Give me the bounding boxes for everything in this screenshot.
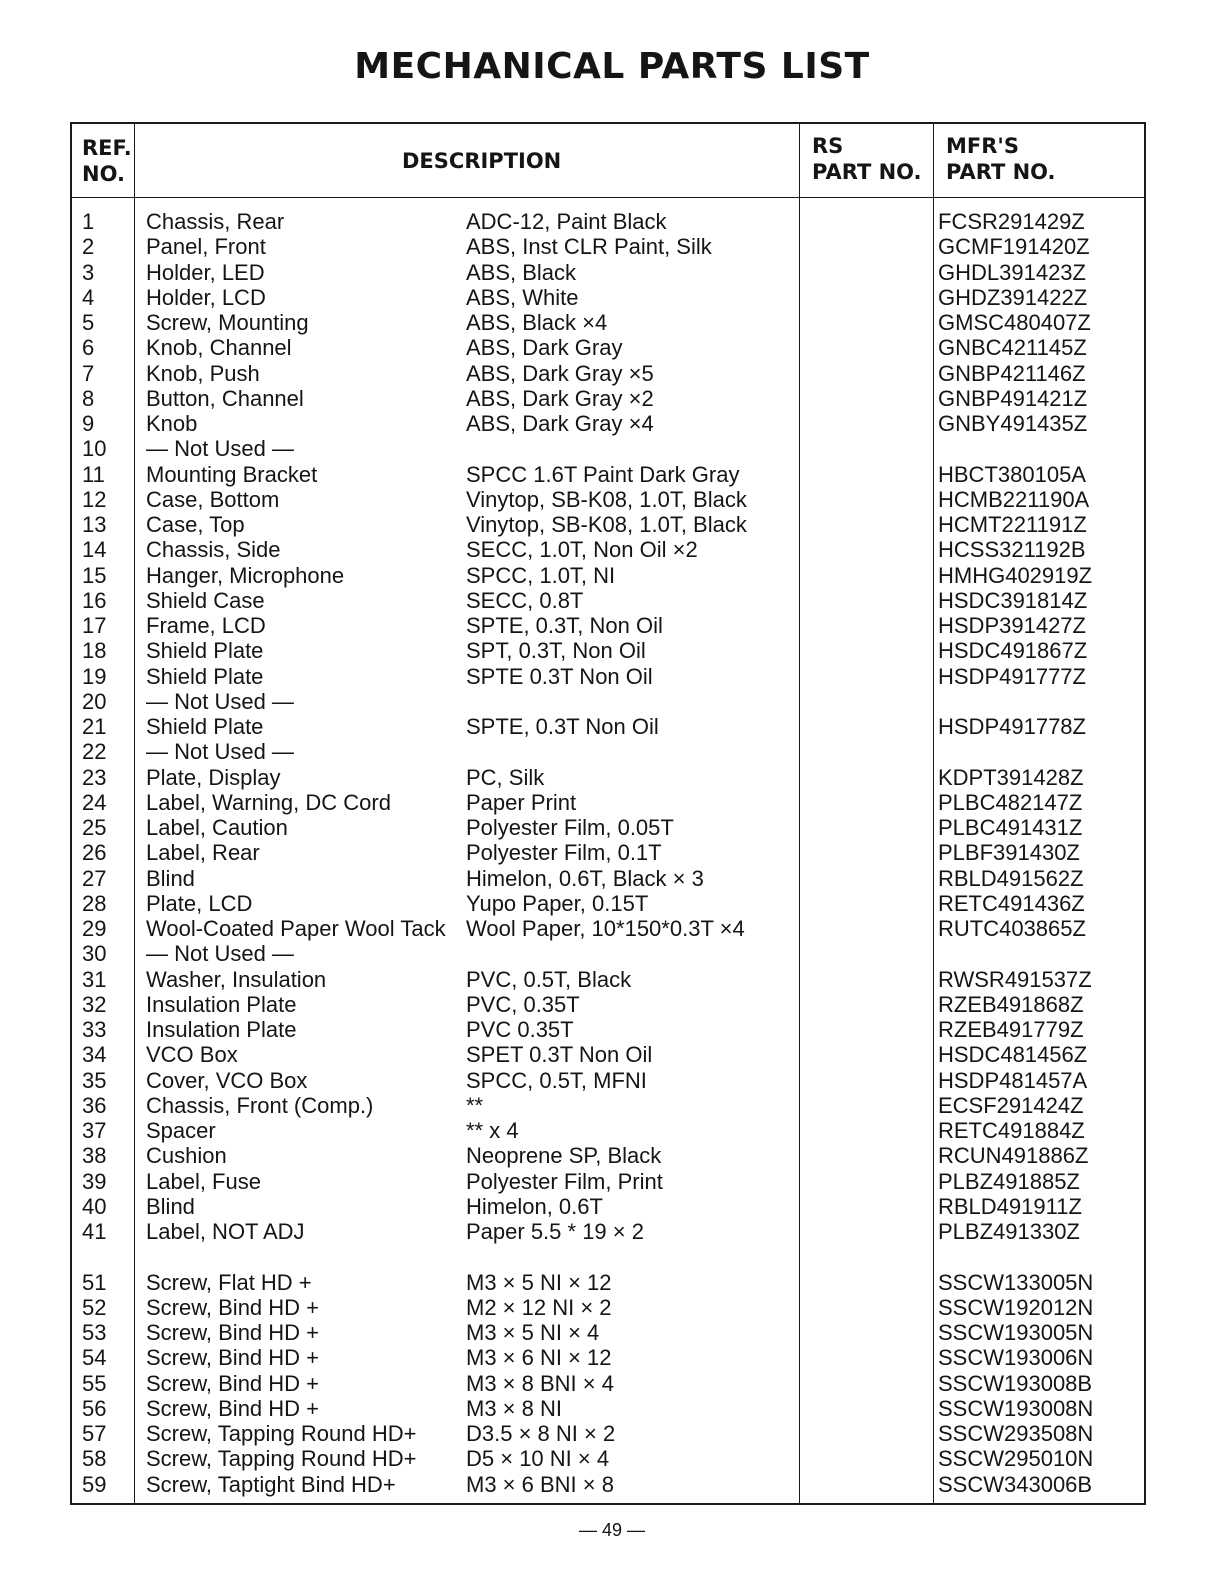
mfr-part-no-cell: HSDP481457A	[938, 1067, 1088, 1093]
header-rs-line2: PART NO.	[812, 160, 922, 184]
material-spec-cell: Polyester Film, Print	[466, 1168, 663, 1194]
table-row	[72, 790, 1144, 815]
mfr-part-no-cell: SSCW193005N	[938, 1320, 1094, 1345]
header-mfr-line2: PART NO.	[946, 160, 1056, 184]
table-row	[72, 1143, 1144, 1168]
ref-no-cell: 24	[82, 789, 107, 815]
description-cell: — Not Used —	[146, 436, 294, 462]
table-row	[72, 512, 1144, 537]
mfr-part-no-cell: RUTC403865Z	[938, 916, 1086, 941]
ref-no-cell: 1	[82, 209, 95, 234]
ref-no-cell: 29	[82, 916, 107, 941]
description-cell: Chassis, Rear	[146, 209, 285, 234]
mfr-part-no-cell: RETC491436Z	[938, 890, 1085, 916]
ref-no-cell: 7	[82, 360, 95, 386]
table-row	[72, 436, 1144, 461]
table-row	[72, 815, 1144, 840]
table-row	[72, 689, 1144, 714]
material-spec-cell: SECC, 1.0T, Non Oil ×2	[466, 537, 698, 563]
header-mfr-line1: MFR'S	[946, 134, 1019, 158]
mfr-part-no-cell: GNBC421145Z	[938, 335, 1087, 361]
description-cell: Label, NOT ADJ	[146, 1219, 305, 1244]
description-cell: Shield Plate	[146, 663, 264, 689]
mfr-part-no-cell: PLBZ491885Z	[938, 1168, 1080, 1194]
ref-no-cell: 56	[82, 1395, 107, 1421]
page-title: MECHANICAL PARTS LIST	[354, 46, 870, 87]
ref-no-cell: 21	[82, 714, 107, 739]
table-row	[72, 891, 1144, 916]
ref-no-cell: 35	[82, 1067, 107, 1093]
ref-no-cell: 51	[82, 1269, 107, 1295]
description-cell: Washer, Insulation	[146, 966, 327, 992]
mfr-part-no-cell: GNBP421146Z	[938, 360, 1086, 386]
description-cell: — Not Used —	[146, 688, 294, 714]
description-cell: Plate, LCD	[146, 890, 253, 916]
description-cell: Shield Plate	[146, 638, 264, 664]
description-cell: Cushion	[146, 1143, 227, 1169]
description-cell: — Not Used —	[146, 941, 294, 967]
table-row	[72, 1093, 1144, 1118]
ref-no-cell: 55	[82, 1370, 107, 1396]
table-row	[72, 1042, 1144, 1067]
parts-table	[70, 122, 1146, 1505]
table-row	[72, 967, 1144, 992]
ref-no-cell: 5	[82, 310, 95, 335]
description-cell: Chassis, Front (Comp.)	[146, 1092, 374, 1118]
material-spec-cell: ABS, Dark Gray ×5	[466, 360, 654, 386]
table-row	[72, 209, 1144, 234]
description-cell: Label, Caution	[146, 815, 288, 840]
ref-no-cell: 16	[82, 587, 107, 613]
table-row	[72, 537, 1144, 562]
table-row	[72, 1472, 1144, 1497]
description-cell: Case, Bottom	[146, 486, 280, 512]
description-cell: Panel, Front	[146, 234, 266, 260]
table-row	[72, 1169, 1144, 1194]
material-spec-cell: SPTE 0.3T Non Oil	[466, 663, 653, 689]
material-spec-cell: SPTE, 0.3T Non Oil	[466, 714, 659, 739]
table-row	[72, 411, 1144, 436]
table-row	[72, 285, 1144, 310]
description-cell: Blind	[146, 865, 195, 891]
ref-no-cell: 11	[82, 461, 105, 487]
material-spec-cell: ABS, White	[466, 284, 579, 310]
mfr-part-no-cell: GMSC480407Z	[938, 310, 1091, 335]
table-row	[72, 992, 1144, 1017]
mfr-part-no-cell: GNBY491435Z	[938, 411, 1088, 436]
mfr-part-no-cell: HSDP391427Z	[938, 613, 1086, 638]
description-cell: Button, Channel	[146, 385, 304, 411]
mfr-part-no-cell: HSDP491777Z	[938, 663, 1086, 689]
table-row	[72, 1446, 1144, 1471]
material-spec-cell: ** x 4	[466, 1118, 519, 1143]
ref-no-cell: 14	[82, 537, 107, 563]
table-row	[72, 1219, 1144, 1244]
header-rs-part-no	[812, 133, 922, 185]
mfr-part-no-cell: RBLD491562Z	[938, 865, 1084, 891]
description-cell: Label, Warning, DC Cord	[146, 789, 391, 815]
mfr-part-no-cell: SSCW192012N	[938, 1294, 1094, 1320]
description-cell: Knob, Channel	[146, 335, 292, 361]
mfr-part-no-cell: HSDC491867Z	[938, 638, 1088, 664]
ref-no-cell: 54	[82, 1345, 107, 1371]
table-row	[72, 1320, 1144, 1345]
material-spec-cell: Vinytop, SB-K08, 1.0T, Black	[466, 486, 747, 512]
material-spec-cell: ABS, Inst CLR Paint, Silk	[466, 234, 712, 260]
table-row	[72, 1396, 1144, 1421]
table-row	[72, 234, 1144, 259]
ref-no-cell: 40	[82, 1193, 107, 1219]
header-mfr-part-no	[946, 133, 1056, 185]
table-row	[72, 361, 1144, 386]
material-spec-cell: Paper Print	[466, 789, 577, 815]
mfr-part-no-cell: GCMF191420Z	[938, 234, 1090, 260]
table-row	[72, 714, 1144, 739]
mfr-part-no-cell: GNBP491421Z	[938, 385, 1088, 411]
table-row	[72, 638, 1144, 663]
ref-no-cell: 31	[82, 966, 107, 992]
table-row	[72, 1295, 1144, 1320]
ref-no-cell: 58	[82, 1446, 107, 1472]
header-rs-line1: RS	[812, 134, 844, 158]
description-cell: Screw, Taptight Bind HD+	[146, 1471, 396, 1497]
ref-no-cell: 33	[82, 1017, 107, 1042]
ref-no-cell: 2	[82, 234, 95, 260]
table-row	[72, 739, 1144, 764]
description-cell: Frame, LCD	[146, 613, 266, 638]
mfr-part-no-cell: FCSR291429Z	[938, 209, 1085, 234]
description-cell: Hanger, Microphone	[146, 562, 345, 588]
table-row	[72, 1270, 1144, 1295]
ref-no-cell: 26	[82, 840, 107, 866]
description-cell: Screw, Tapping Round HD+	[146, 1421, 417, 1446]
table-row	[72, 613, 1144, 638]
material-spec-cell: ABS, Black ×4	[466, 310, 608, 335]
mfr-part-no-cell: HCSS321192B	[938, 537, 1086, 563]
description-cell: Mounting Bracket	[146, 461, 318, 487]
ref-no-cell: 28	[82, 890, 107, 916]
ref-no-cell: 37	[82, 1118, 107, 1143]
description-cell: Shield Case	[146, 587, 265, 613]
material-spec-cell: Polyester Film, 0.05T	[466, 815, 674, 840]
mfr-part-no-cell: SSCW193008N	[938, 1395, 1094, 1421]
mfr-part-no-cell: RCUN491886Z	[938, 1143, 1089, 1169]
ref-no-cell: 32	[82, 991, 107, 1017]
ref-no-cell: 12	[82, 486, 107, 512]
mfr-part-no-cell: RETC491884Z	[938, 1118, 1085, 1143]
material-spec-cell: SPCC 1.6T Paint Dark Gray	[466, 461, 740, 487]
material-spec-cell: Yupo Paper, 0.15T	[466, 890, 649, 916]
material-spec-cell: M3 × 8 NI	[466, 1395, 562, 1421]
mfr-part-no-cell: RZEB491868Z	[938, 991, 1084, 1017]
mfr-part-no-cell: SSCW293508N	[938, 1421, 1094, 1446]
mfr-part-no-cell: HMHG402919Z	[938, 562, 1093, 588]
ref-no-cell: 20	[82, 688, 107, 714]
material-spec-cell: D3.5 × 8 NI × 2	[466, 1421, 616, 1446]
material-spec-cell: M3 × 8 BNI × 4	[466, 1370, 614, 1396]
material-spec-cell: SECC, 0.8T	[466, 587, 584, 613]
mfr-part-no-cell: ECSF291424Z	[938, 1092, 1084, 1118]
description-cell: Screw, Bind HD +	[146, 1320, 320, 1345]
mfr-part-no-cell: PLBF391430Z	[938, 840, 1080, 866]
ref-no-cell: 9	[82, 411, 95, 436]
description-cell: Screw, Bind HD +	[146, 1395, 320, 1421]
mfr-part-no-cell: SSCW295010N	[938, 1446, 1094, 1472]
material-spec-cell: ABS, Dark Gray ×4	[466, 411, 654, 436]
ref-no-cell: 57	[82, 1421, 107, 1446]
mfr-part-no-cell: HBCT380105A	[938, 461, 1086, 487]
ref-no-cell: 17	[82, 613, 107, 638]
material-spec-cell: Polyester Film, 0.1T	[466, 840, 662, 866]
header-ref	[82, 135, 132, 187]
ref-no-cell: 39	[82, 1168, 107, 1194]
material-spec-cell: M3 × 6 BNI × 8	[466, 1471, 614, 1497]
header-description: DESCRIPTION	[402, 149, 562, 173]
description-cell: Screw, Flat HD +	[146, 1269, 312, 1295]
table-row	[72, 386, 1144, 411]
mfr-part-no-cell: RBLD491911Z	[938, 1193, 1082, 1219]
material-spec-cell: Wool Paper, 10*150*0.3T ×4	[466, 916, 745, 941]
ref-no-cell: 41	[82, 1219, 107, 1244]
material-spec-cell: Himelon, 0.6T	[466, 1193, 603, 1219]
ref-no-cell: 15	[82, 562, 107, 588]
description-cell: Label, Fuse	[146, 1168, 261, 1194]
material-spec-cell: SPT, 0.3T, Non Oil	[466, 638, 646, 664]
ref-no-cell: 27	[82, 865, 107, 891]
description-cell: Plate, Display	[146, 764, 281, 790]
description-cell: Blind	[146, 1193, 195, 1219]
description-cell: Screw, Bind HD +	[146, 1370, 320, 1396]
mfr-part-no-cell: SSCW193006N	[938, 1345, 1094, 1371]
material-spec-cell: Neoprene SP, Black	[466, 1143, 662, 1169]
table-row	[72, 1371, 1144, 1396]
ref-no-cell: 30	[82, 941, 107, 967]
material-spec-cell: PC, Silk	[466, 764, 545, 790]
ref-no-cell: 25	[82, 815, 107, 840]
table-row	[72, 487, 1144, 512]
ref-no-cell: 8	[82, 385, 95, 411]
description-cell: Screw, Mounting	[146, 310, 309, 335]
ref-no-cell: 34	[82, 1042, 107, 1068]
material-spec-cell: SPCC, 1.0T, NI	[466, 562, 616, 588]
mfr-part-no-cell: PLBC491431Z	[938, 815, 1083, 840]
table-row	[72, 1421, 1144, 1446]
material-spec-cell: PVC, 0.35T	[466, 991, 580, 1017]
description-cell: Holder, LED	[146, 259, 265, 285]
ref-no-cell: 36	[82, 1092, 107, 1118]
table-row	[72, 916, 1144, 941]
ref-no-cell: 13	[82, 512, 107, 537]
material-spec-cell: Paper 5.5 * 19 × 2	[466, 1219, 644, 1244]
description-cell: Knob, Push	[146, 360, 260, 386]
mfr-part-no-cell: KDPT391428Z	[938, 764, 1084, 790]
table-row	[72, 866, 1144, 891]
description-cell: Screw, Bind HD +	[146, 1294, 320, 1320]
material-spec-cell: M2 × 12 NI × 2	[466, 1294, 612, 1320]
mfr-part-no-cell: HSDC391814Z	[938, 587, 1088, 613]
mfr-part-no-cell: SSCW133005N	[938, 1269, 1094, 1295]
material-spec-cell: Himelon, 0.6T, Black × 3	[466, 865, 704, 891]
table-row	[72, 563, 1144, 588]
material-spec-cell: Vinytop, SB-K08, 1.0T, Black	[466, 512, 747, 537]
page-number: — 49 —	[578, 1520, 646, 1540]
material-spec-cell: **	[466, 1092, 484, 1118]
description-cell: — Not Used —	[146, 739, 294, 765]
table-row	[72, 941, 1144, 966]
material-spec-cell: ABS, Dark Gray ×2	[466, 385, 654, 411]
ref-no-cell: 4	[82, 284, 95, 310]
table-row	[72, 1017, 1144, 1042]
material-spec-cell: ABS, Black	[466, 259, 577, 285]
mfr-part-no-cell: HSDC481456Z	[938, 1042, 1088, 1068]
table-row	[72, 310, 1144, 335]
ref-no-cell: 3	[82, 259, 95, 285]
ref-no-cell: 52	[82, 1294, 107, 1320]
ref-no-cell: 6	[82, 335, 95, 361]
description-cell: Label, Rear	[146, 840, 260, 866]
material-spec-cell: M3 × 6 NI × 12	[466, 1345, 612, 1371]
ref-no-cell: 53	[82, 1320, 107, 1345]
table-row	[72, 1068, 1144, 1093]
mfr-part-no-cell: SSCW343006B	[938, 1471, 1093, 1497]
description-cell: Cover, VCO Box	[146, 1067, 308, 1093]
ref-no-cell: 19	[82, 663, 107, 689]
description-cell: Chassis, Side	[146, 537, 281, 563]
mfr-part-no-cell: GHDZ391422Z	[938, 284, 1088, 310]
material-spec-cell: PVC, 0.5T, Black	[466, 966, 632, 992]
description-cell: Spacer	[146, 1118, 216, 1143]
table-row	[72, 462, 1144, 487]
ref-no-cell: 10	[82, 436, 107, 462]
table-row	[72, 664, 1144, 689]
table-row	[72, 335, 1144, 360]
table-row	[72, 840, 1144, 865]
material-spec-cell: SPCC, 0.5T, MFNI	[466, 1067, 647, 1093]
material-spec-cell: PVC 0.35T	[466, 1017, 574, 1042]
table-row	[72, 260, 1144, 285]
description-cell: VCO Box	[146, 1042, 238, 1068]
table-row	[72, 1194, 1144, 1219]
header-ref-line1: REF.	[82, 136, 132, 160]
description-cell: Insulation Plate	[146, 1017, 297, 1042]
description-cell: Holder, LCD	[146, 284, 266, 310]
mfr-part-no-cell: SSCW193008B	[938, 1370, 1093, 1396]
header-divider	[72, 197, 1144, 198]
ref-no-cell: 59	[82, 1471, 107, 1497]
ref-no-cell: 18	[82, 638, 107, 664]
material-spec-cell: SPTE, 0.3T, Non Oil	[466, 613, 663, 638]
description-cell: Shield Plate	[146, 714, 264, 739]
description-cell: Screw, Tapping Round HD+	[146, 1446, 417, 1472]
ref-no-cell: 38	[82, 1143, 107, 1169]
description-cell: Screw, Bind HD +	[146, 1345, 320, 1371]
material-spec-cell: M3 × 5 NI × 12	[466, 1269, 612, 1295]
table-row	[72, 765, 1144, 790]
material-spec-cell: ABS, Dark Gray	[466, 335, 623, 361]
table-row	[72, 1118, 1144, 1143]
header-ref-line2: NO.	[82, 162, 125, 186]
mfr-part-no-cell: PLBZ491330Z	[938, 1219, 1080, 1244]
ref-no-cell: 23	[82, 764, 107, 790]
mfr-part-no-cell: HCMT221191Z	[938, 512, 1087, 537]
description-cell: Insulation Plate	[146, 991, 297, 1017]
description-cell: Wool-Coated Paper Wool Tack	[146, 916, 446, 941]
mfr-part-no-cell: RWSR491537Z	[938, 966, 1092, 992]
material-spec-cell: M3 × 5 NI × 4	[466, 1320, 600, 1345]
ref-no-cell: 22	[82, 739, 107, 765]
mfr-part-no-cell: PLBC482147Z	[938, 789, 1083, 815]
material-spec-cell: ADC-12, Paint Black	[466, 209, 667, 234]
description-cell: Knob	[146, 411, 198, 436]
table-row	[72, 1345, 1144, 1370]
mfr-part-no-cell: HCMB221190A	[938, 486, 1090, 512]
mfr-part-no-cell: HSDP491778Z	[938, 714, 1086, 739]
table-row	[72, 588, 1144, 613]
description-cell: Case, Top	[146, 512, 245, 537]
material-spec-cell: SPET 0.3T Non Oil	[466, 1042, 653, 1068]
mfr-part-no-cell: GHDL391423Z	[938, 259, 1086, 285]
material-spec-cell: D5 × 10 NI × 4	[466, 1446, 610, 1472]
mfr-part-no-cell: RZEB491779Z	[938, 1017, 1084, 1042]
